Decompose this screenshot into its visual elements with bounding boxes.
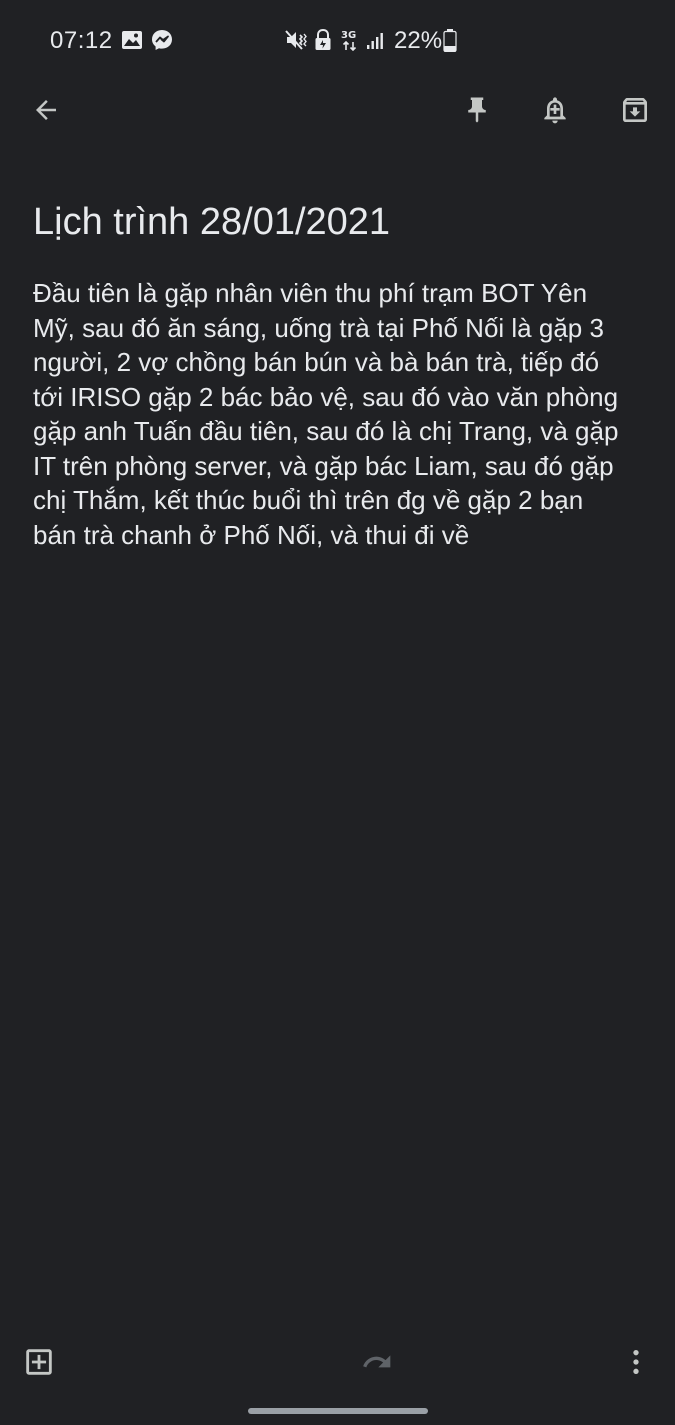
- battery-icon: [443, 29, 457, 52]
- status-bar: [0, 0, 675, 80]
- add-reminder-icon: [539, 94, 571, 126]
- redo-button[interactable]: [349, 1334, 405, 1390]
- arrow-back-icon: [31, 95, 61, 125]
- pin-icon: [462, 95, 492, 125]
- status-time: 07:12: [50, 27, 113, 54]
- more-options-button[interactable]: [608, 1334, 664, 1390]
- messenger-icon: [151, 29, 173, 51]
- note-body[interactable]: Đầu tiên là gặp nhân viên thu phí trạm BOT Yên Mỹ, sau đó ăn sáng, uống trà tại Phố Nối là gặp 3 người, 2 vợ chồng bán bún và bà bán trà, tiếp đó tới IRISO gặp 2 bác bảo vệ, sau đó vào văn phòng gặp anh Tuấn đầu tiên, sau đó là chị Trang, và gặp IT trên phòng server, và gặp bác Liam, sau đó gặp chị Thắm, kết thúc buổi thì trên đg về gặp 2 bạn bán trà chanh ở Phố Nối, và thui đi về: [33, 278, 626, 550]
- mute-vibrate-icon: [284, 29, 308, 51]
- undo-icon: [283, 1346, 315, 1378]
- more-vert-icon: [620, 1346, 652, 1378]
- signal-icon: [366, 30, 386, 50]
- archive-button[interactable]: [607, 82, 663, 138]
- back-button[interactable]: [18, 82, 74, 138]
- home-indicator[interactable]: [248, 1408, 428, 1414]
- network-3g-icon: [341, 27, 363, 51]
- redo-icon: [361, 1346, 393, 1378]
- pin-button[interactable]: [449, 82, 505, 138]
- add-reminder-button[interactable]: [527, 82, 583, 138]
- add-box-icon: [22, 1345, 56, 1379]
- gallery-icon: [121, 30, 143, 50]
- note-title[interactable]: Lịch trình 28/01/2021: [33, 201, 391, 243]
- add-content-button[interactable]: [11, 1334, 67, 1390]
- svg-text:3G: 3G: [341, 30, 357, 41]
- battery-percent: 22%: [394, 27, 443, 54]
- undo-button[interactable]: [271, 1334, 327, 1390]
- archive-icon: [619, 94, 651, 126]
- battery-saver-icon: [314, 29, 332, 51]
